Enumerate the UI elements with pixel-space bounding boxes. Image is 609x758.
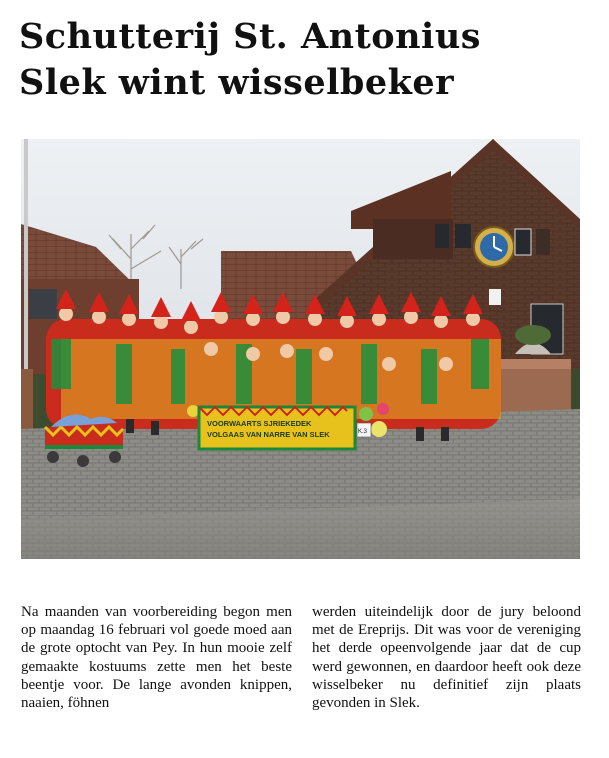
headline: [19, 14, 599, 106]
number-sign: K.3: [358, 429, 368, 435]
article-column-left: Na maanden van voorbereiding begon men op maandag 16 februari vol goede moed aan de grote optocht van Pey. In hun mooie zelf gemaakte kostuums zette men het beste beentje voor. De lange avonden knippen, naaien, föhnen: [21, 604, 292, 712]
wagon: [45, 415, 123, 468]
group-photo: [21, 139, 580, 559]
banner-text-line-2: VOLGAAS VAN NARRE VAN SLEK: [207, 430, 330, 439]
headline-line-1: Schutterij St. Antonius: [19, 16, 481, 57]
article-column-right: werden uiteindelijk door de jury beloond met de Ereprijs. Dit was voor de vereniging het derde opeenvolgende jaar dat de cup werd gewonnen, en daardoor heeft ook deze wisselbeker nu definitief zijn plaats gevonden in Slek.: [312, 604, 581, 712]
banner: [199, 407, 355, 449]
banner-text-line-1: VOORWAARTS SJRIEKEDEK: [207, 419, 312, 428]
headline-line-2: Slek wint wisselbeker: [19, 62, 455, 103]
